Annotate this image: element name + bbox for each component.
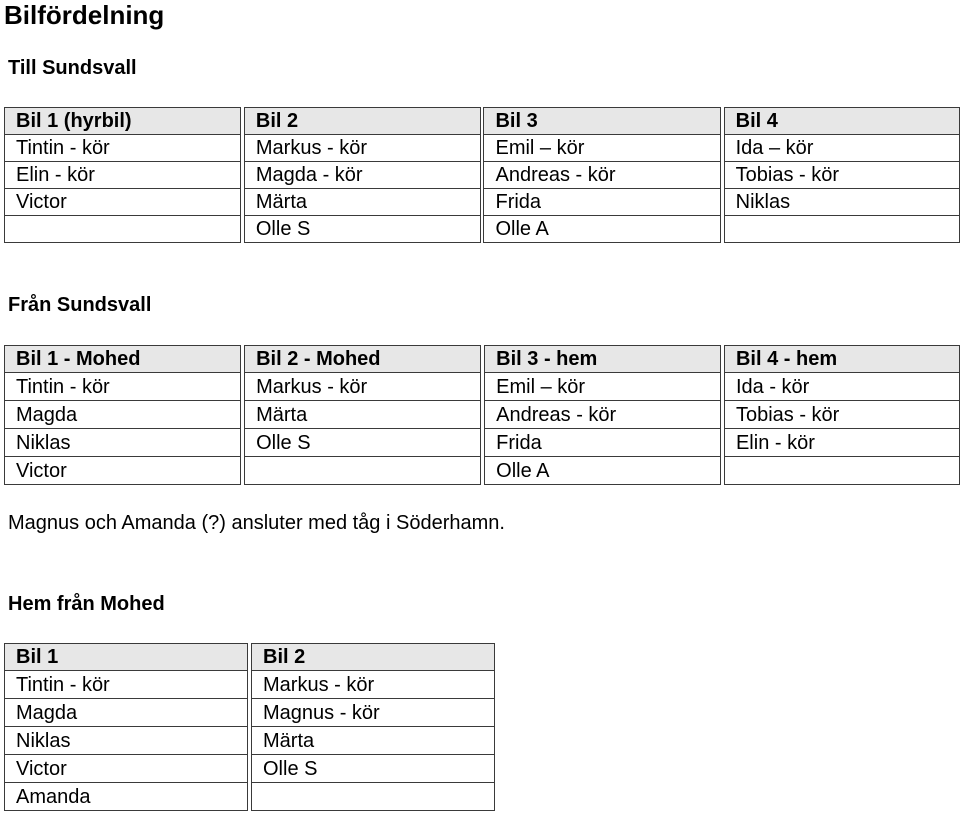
- table-cell: Tobias - kör: [724, 401, 959, 429]
- table-cell: Olle S: [244, 216, 480, 243]
- table-cell: Tobias - kör: [724, 162, 959, 189]
- table-cell: [5, 216, 241, 243]
- table-row: [5, 135, 960, 162]
- table-cell: Niklas: [5, 429, 241, 457]
- table-cell: Elin - kör: [5, 162, 241, 189]
- table-row: [5, 373, 960, 401]
- table-row: [5, 755, 495, 783]
- table-cell: Magda: [5, 699, 248, 727]
- table-row: [5, 162, 960, 189]
- table-fran-sundsvall: [4, 345, 960, 485]
- table-cell: Markus - kör: [252, 671, 495, 699]
- section-heading-fran-sundsvall: Från Sundsvall: [8, 294, 152, 316]
- table-cell: Niklas: [724, 189, 959, 216]
- table-cell: Frida: [485, 429, 721, 457]
- table-row: [5, 671, 495, 699]
- table-row: [5, 727, 495, 755]
- column-header: Bil 1 - Mohed: [5, 346, 241, 373]
- page-title: Bilfördelning: [4, 0, 165, 30]
- table-hem-fran-mohed: [4, 643, 495, 811]
- table-cell: Magnus - kör: [252, 699, 495, 727]
- table-till-sundsvall: [4, 107, 960, 243]
- table-cell: Märta: [245, 401, 481, 429]
- table-cell: Olle S: [245, 429, 481, 457]
- table-cell: Ida – kör: [724, 135, 959, 162]
- table-cell: Markus - kör: [244, 135, 480, 162]
- table-cell: Andreas - kör: [484, 162, 720, 189]
- table-cell: Ida - kör: [724, 373, 959, 401]
- table-cell: Frida: [484, 189, 720, 216]
- table-row: [5, 429, 960, 457]
- table-cell: Magda - kör: [244, 162, 480, 189]
- table-cell: Olle A: [484, 216, 720, 243]
- table-header-row: [5, 346, 960, 373]
- table-cell: Markus - kör: [245, 373, 481, 401]
- column-header: Bil 4 - hem: [724, 346, 959, 373]
- table-cell: Andreas - kör: [485, 401, 721, 429]
- column-header: Bil 4: [724, 108, 959, 135]
- column-header: Bil 1 (hyrbil): [5, 108, 241, 135]
- table-row: [5, 216, 960, 243]
- section-heading-till-sundsvall: Till Sundsvall: [8, 57, 137, 79]
- table-cell: [252, 783, 495, 811]
- table-cell: Emil – kör: [485, 373, 721, 401]
- note-text: Magnus och Amanda (?) ansluter med tåg i Söderhamn.: [8, 512, 505, 534]
- table-row: [5, 699, 495, 727]
- table-row: [5, 401, 960, 429]
- table-header-row: [5, 108, 960, 135]
- column-header: Bil 2 - Mohed: [245, 346, 481, 373]
- table-cell: Tintin - kör: [5, 671, 248, 699]
- table-cell: Niklas: [5, 727, 248, 755]
- table-cell: Elin - kör: [724, 429, 959, 457]
- table-row: [5, 457, 960, 485]
- table-cell: Olle S: [252, 755, 495, 783]
- section-heading-hem-fran-mohed: Hem från Mohed: [8, 593, 165, 615]
- table-cell: Victor: [5, 457, 241, 485]
- column-header: Bil 1: [5, 644, 248, 671]
- table-cell: Märta: [252, 727, 495, 755]
- table-cell: Amanda: [5, 783, 248, 811]
- table-cell: Magda: [5, 401, 241, 429]
- column-header: Bil 3: [484, 108, 720, 135]
- column-header: Bil 2: [252, 644, 495, 671]
- column-header: Bil 2: [244, 108, 480, 135]
- table-cell: Olle A: [485, 457, 721, 485]
- table-row: [5, 189, 960, 216]
- table-cell: [245, 457, 481, 485]
- table-header-row: [5, 644, 495, 671]
- table-cell: Märta: [244, 189, 480, 216]
- table-cell: [724, 216, 959, 243]
- table-cell: Victor: [5, 189, 241, 216]
- table-cell: Emil – kör: [484, 135, 720, 162]
- column-header: Bil 3 - hem: [485, 346, 721, 373]
- table-cell: Victor: [5, 755, 248, 783]
- table-cell: Tintin - kör: [5, 135, 241, 162]
- table-cell: [724, 457, 959, 485]
- table-row: [5, 783, 495, 811]
- table-cell: Tintin - kör: [5, 373, 241, 401]
